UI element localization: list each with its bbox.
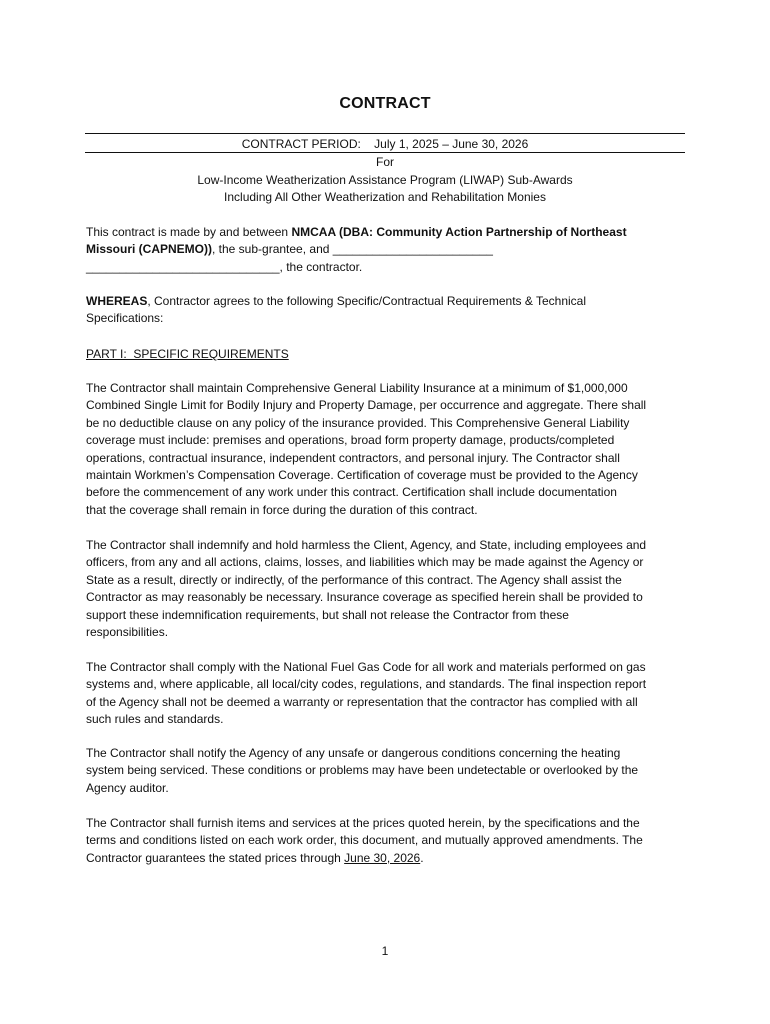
paragraph-line: before the commencement of any work under this contract. Certification shall include documentation (86, 485, 617, 500)
price-guarantee-date: June 30, 2026 (344, 850, 421, 865)
paragraph-line: such rules and standards. (86, 712, 224, 727)
program-line-1: Low-Income Weatherization Assistance Program (LIWAP) Sub-Awards (197, 173, 573, 187)
page-number: 1 (381, 944, 389, 958)
paragraph-line: The Contractor shall comply with the National Fuel Gas Code for all work and materials performed on gas (86, 660, 646, 674)
paragraph-line: maintain Workmen’s Compensation Coverage. Certification of coverage must be provided to the Agency (86, 468, 638, 483)
paragraph-line: The Contractor shall indemnify and hold harmless the Client, Agency, and State, including employees and (86, 538, 647, 552)
whereas-paragraph (86, 293, 686, 328)
subgrantee-abbrev: Missouri (CAPNEMO)) (86, 242, 212, 257)
pricing-text: Contractor guarantees the stated prices through (86, 850, 345, 865)
paragraph-line: The Contractor shall notify the Agency of any unsafe or dangerous conditions concerning the heating (86, 746, 621, 760)
contractor-blank-1: , the sub-grantee, and ________________________ (212, 242, 493, 257)
pricing-period: . (420, 850, 424, 865)
paragraph-line: systems and, where applicable, all local/city codes, regulations, and standards. The final inspection report (86, 677, 647, 692)
paragraph-line: responsibilities. (86, 625, 169, 640)
whereas-line-2: Specifications: (86, 311, 164, 326)
whereas-keyword: WHEREAS (86, 294, 148, 308)
unsafe-conditions-paragraph (86, 745, 686, 797)
paragraph-line: terms and conditions listed on each work order, this document, and mutually approved amendments. The (86, 833, 643, 848)
gas-code-paragraph (86, 659, 686, 729)
paragraph-line: State as a result, directly or indirectly, of the performance of this contract. The Agency shall assist the (86, 572, 622, 587)
indemnify-paragraph (86, 537, 686, 641)
paragraph-line: of the Agency shall not be deemed a warranty or representation that the contractor has complied with all (86, 694, 638, 709)
contract-period: CONTRACT PERIOD: July 1, 2025 – June 30, 2026 (241, 137, 529, 151)
whereas-text: , Contractor agrees to the following Specific/Contractual Requirements & Technical (147, 294, 587, 308)
intro-line-1 (86, 224, 686, 241)
paragraph-line: The Contractor shall maintain Comprehensive General Liability Insurance at a minimum of $1,000,000 (86, 381, 628, 395)
part1-heading: PART I: SPECIFIC REQUIREMENTS (86, 347, 289, 361)
contractor-blank-2: _____________________________, the contractor. (86, 259, 363, 274)
paragraph-line: be no deductible clause on any policy of the insurance provided. This Comprehensive General Liability (86, 415, 630, 430)
whereas-line-1 (86, 293, 686, 310)
paragraph-line: coverage must include: premises and operations, broad form property damage, products/completed (86, 433, 615, 448)
paragraph-line: that the coverage shall remain in force during the duration of this contract. (86, 502, 478, 517)
paragraph-line: Agency auditor. (86, 780, 169, 795)
paragraph-line (86, 850, 686, 867)
paragraph-line: system being serviced. These conditions or problems may have been undetectable or overlooked by the (86, 763, 639, 778)
paragraph-line: Combined Single Limit for Bodily Injury and Property Damage, per occurrence and aggregate. There shall (86, 398, 647, 413)
document-title: CONTRACT (339, 95, 431, 112)
intro-line-2 (86, 241, 686, 258)
header-rule-top (85, 133, 685, 134)
for-label: For (376, 155, 394, 169)
subgrantee-name: NMCAA (DBA: Community Action Partnership of Northeast (291, 225, 627, 239)
paragraph-line: The Contractor shall furnish items and services at the prices quoted herein, by the specifications and the (86, 816, 640, 830)
insurance-paragraph (86, 380, 686, 519)
intro-paragraph (86, 224, 686, 276)
paragraph-line: Contractor as may reasonably be necessary. Insurance coverage as specified herein shall be provided to (86, 590, 643, 605)
program-line-2: Including All Other Weatherization and Rehabilitation Monies (224, 190, 546, 204)
paragraph-line: support these indemnification requirements, but shall not release the Contractor from these (86, 607, 569, 622)
paragraph-line: officers, from any and all actions, claims, losses, and liabilities which may be made against the Agency or (86, 555, 644, 570)
paragraph-line: operations, contractual insurance, independent contractors, and personal injury. The Contractor shall (86, 450, 620, 465)
header-rule-bottom (85, 152, 685, 153)
intro-text: This contract is made by and between (86, 225, 292, 239)
pricing-paragraph (86, 815, 686, 867)
